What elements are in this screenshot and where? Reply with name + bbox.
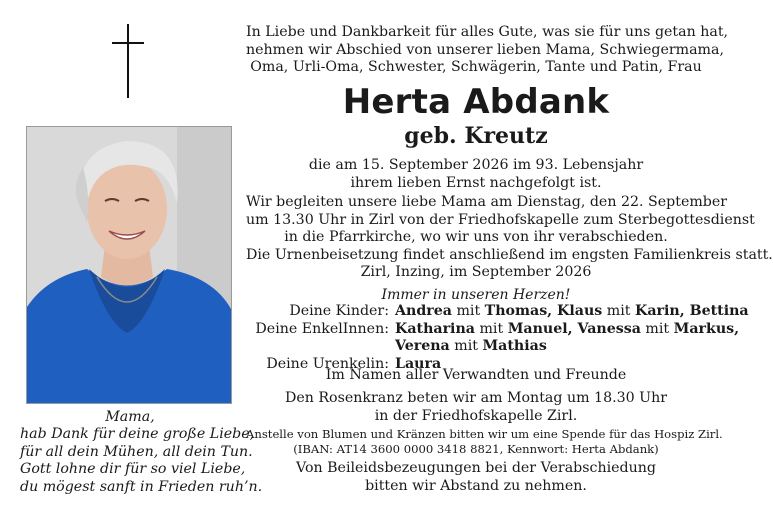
relative-name: Manuel, Vanessa <box>507 320 641 337</box>
intro-line: Oma, Urli-Oma, Schwester, Schwägerin, Tante und Patin, Frau <box>250 59 702 75</box>
memorial-verse <box>20 409 263 496</box>
funeral-line: Die Urnenbeisetzung findet anschließend im engsten Familienkreis statt. <box>246 246 773 263</box>
death-line: ihrem lieben Ernst nachgefolgt ist. <box>350 174 602 191</box>
connector-text: mit <box>449 338 483 354</box>
relative-name: Thomas, Klaus <box>484 303 603 319</box>
verse-line: hab Dank für deine große Liebe, <box>20 426 255 443</box>
place-date: Zirl, Inzing, im September 2026 <box>360 264 592 280</box>
condolences-line: Von Beileidsbezeugungen bei der Verabschiedung <box>296 460 656 476</box>
funeral-line: in die Pfarrkirche, wo wir uns von ihr verabschieden. <box>284 229 668 245</box>
relative-name: Markus, <box>673 320 740 337</box>
relative-name: Katharina <box>395 320 475 337</box>
great-grandchildren-label: Deine Urenkelin: <box>266 355 389 372</box>
relative-name: Laura <box>395 355 442 372</box>
connector-text: mit <box>451 303 485 319</box>
donation-request <box>246 427 723 457</box>
connector-text: mit <box>640 320 674 337</box>
funeral-line: Wir begleiten unsere liebe Mama am Dienstag, den 22. September <box>246 194 728 210</box>
verse-line: für all dein Mühen, all dein Tun. <box>20 443 253 460</box>
relative-name: Mathias <box>482 338 547 354</box>
motto: Immer in unseren Herzen! <box>381 287 571 303</box>
grandchildren-names <box>395 321 739 339</box>
intro-text <box>246 24 729 77</box>
deceased-name: Herta Abdank <box>342 82 610 122</box>
donation-line: Anstelle von Blumen und Kränzen bitten wir um eine Spende für das Hospiz Zirl. <box>246 427 723 441</box>
condolences-notice <box>246 460 706 495</box>
grandchildren-names <box>395 338 547 356</box>
connector-text: mit <box>602 303 635 319</box>
relative-name: Karin, Bettina <box>635 303 749 319</box>
death-notice <box>246 157 706 192</box>
grandchildren-row-continued <box>240 338 710 356</box>
connector-text: mit <box>474 320 508 337</box>
rosary-line: Den Rosenkranz beten wir am Montag um 18.30 Uhr <box>284 390 668 406</box>
maiden-name: geb. Kreutz <box>404 123 548 149</box>
grandchildren-row <box>240 320 740 339</box>
intro-line: nehmen wir Abschied von unserer lieben Mama, Schwiegermama, <box>246 41 724 58</box>
on-behalf-line: Im Namen aller Verwandten und Freunde <box>325 367 627 383</box>
grandchildren-label: Deine EnkelInnen: <box>255 320 389 337</box>
intro-line: In Liebe und Dankbarkeit für alles Gute, was sie für uns getan hat, <box>246 24 729 40</box>
relative-name: Andrea <box>395 303 452 319</box>
rosary-notice <box>246 390 706 425</box>
condolences-line: bitten wir Abstand zu nehmen. <box>365 477 587 494</box>
cross-icon <box>112 24 144 98</box>
children-label: Deine Kinder: <box>289 303 389 319</box>
children-names <box>395 303 749 321</box>
relative-name: Verena <box>395 338 450 354</box>
relatives-list <box>240 303 749 373</box>
portrait-photo <box>26 126 232 404</box>
donation-line: (IBAN: AT14 3600 0000 3418 8821, Kennwort: Herta Abdank) <box>293 442 659 456</box>
verse-line: du mögest sanft in Frieden ruh’n. <box>20 478 263 495</box>
funeral-details <box>246 194 773 264</box>
death-line: die am 15. September 2026 im 93. Lebensjahr <box>308 157 644 173</box>
verse-line: Mama, <box>105 409 155 425</box>
verse-line: Gott lohne dir für so viel Liebe, <box>20 461 246 478</box>
children-row <box>240 303 749 321</box>
funeral-line: um 13.30 Uhr in Zirl von der Friedhofskapelle zum Sterbegottesdienst <box>246 211 755 228</box>
rosary-line: in der Friedhofskapelle Zirl. <box>374 407 578 424</box>
